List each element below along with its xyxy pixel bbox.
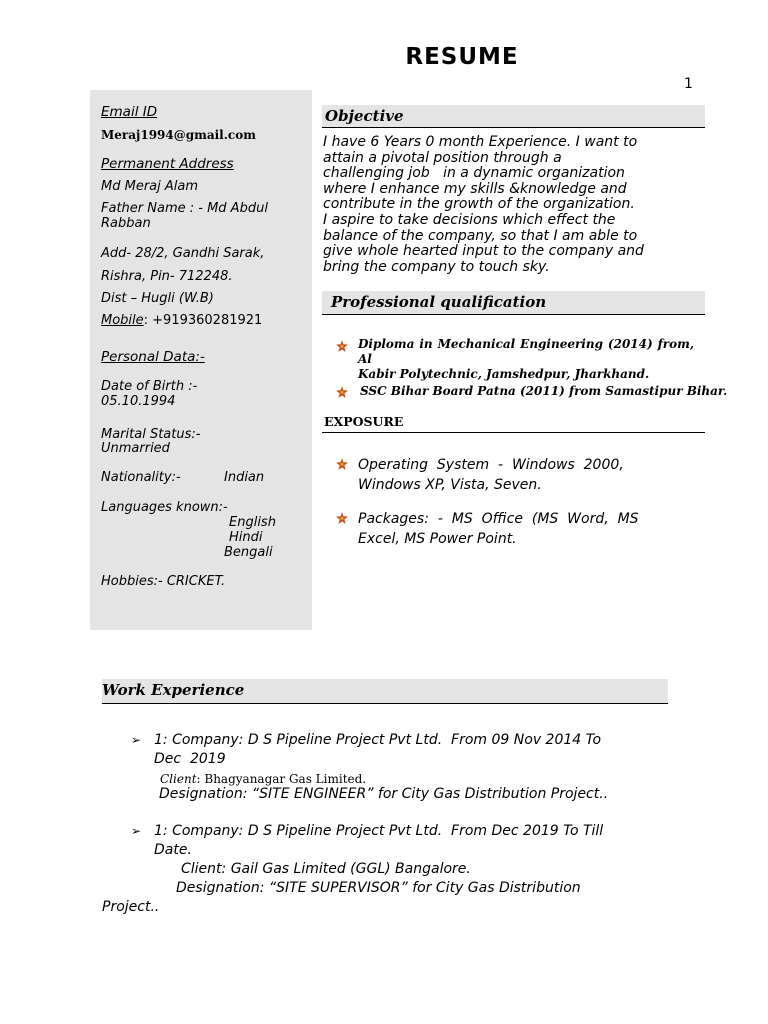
- dob-value: 05.10.1994: [101, 394, 176, 409]
- address-line2: Rishra, Pin- 712248.: [101, 269, 233, 284]
- objective-line: balance of the company, so that I am able to: [323, 227, 638, 244]
- job-designation: Designation: “SITE ENGINEER” for City Gas Distribution Project..: [159, 786, 609, 802]
- language-item: Bengali: [224, 545, 273, 560]
- exposure-line: Operating System - Windows 2000,: [358, 457, 624, 473]
- resume-title: [0, 44, 768, 70]
- objective-line: challenging job in a dynamic organization: [323, 165, 625, 182]
- job-designation-continued: Project..: [102, 899, 160, 915]
- job-company-line: 1: Company: D S Pipeline Project Pvt Ltd. From 09 Nov 2014 To: [154, 732, 602, 748]
- job-company-line: Dec 2019: [154, 751, 226, 767]
- exposure-heading: EXPOSURE: [324, 414, 404, 429]
- objective-line: give whole hearted input to the company and: [323, 243, 644, 260]
- nationality-label: Nationality:-: [101, 470, 181, 485]
- job-client: [160, 772, 366, 786]
- star-bullet-icon: [336, 458, 348, 470]
- district: Dist – Hugli (W.B): [101, 291, 214, 306]
- qualification-line: Diploma in Mechanical Engineering (2014) from, Al: [358, 337, 694, 366]
- mobile-label: Mobile: [101, 313, 144, 328]
- address-heading: Permanent Address: [101, 156, 234, 172]
- star-bullet-icon: [336, 340, 348, 352]
- qualification-item: SSC Bihar Board Patna (2011) from Samastipur Bihar.: [360, 384, 728, 398]
- exposure-line: Windows XP, Vista, Seven.: [358, 477, 542, 493]
- email-value: Meraj1994@gmail.com: [101, 128, 256, 142]
- mobile-row: [101, 313, 262, 328]
- qualification-item: [358, 337, 694, 382]
- job-client: Client: Gail Gas Limited (GGL) Bangalore.: [181, 861, 471, 877]
- exposure-item: [358, 455, 670, 495]
- qualification-heading-bar: [322, 291, 705, 315]
- job-entry: [154, 731, 694, 769]
- full-name: Md Meraj Alam: [101, 179, 199, 194]
- work-heading-bar: [102, 679, 668, 704]
- dob-label: Date of Birth :-: [101, 379, 198, 394]
- qualification-heading: Professional qualification: [331, 293, 547, 311]
- qualification-line: Kabir Polytechnic, Jamshedpur, Jharkhand.: [358, 367, 650, 381]
- exposure-item: [358, 509, 673, 549]
- father-name-line2: Rabban: [101, 216, 151, 231]
- marital-value: Unmarried: [101, 441, 170, 456]
- work-heading: Work Experience: [102, 681, 245, 699]
- language-item: English: [229, 515, 276, 530]
- arrow-bullet-icon: ➢: [131, 733, 142, 747]
- exposure-line: Packages: - MS Office (MS Word, MS: [358, 511, 639, 527]
- star-bullet-icon: [336, 386, 348, 398]
- objective-heading-bar: [322, 105, 705, 128]
- job-entry: [154, 822, 694, 860]
- objective-line: where I enhance my skills &knowledge and: [323, 180, 627, 197]
- objective-line: contribute in the growth of the organization.: [323, 196, 635, 213]
- objective-line: I aspire to take decisions which effect the: [323, 211, 616, 228]
- father-name-line1: Father Name : - Md Abdul: [101, 201, 268, 216]
- languages-label: Languages known:-: [101, 500, 228, 515]
- language-item: Hindi: [229, 530, 263, 545]
- objective-line: attain a pivotal position through a: [323, 149, 562, 166]
- job-designation: Designation: “SITE SUPERVISOR” for City Gas Distribution: [176, 880, 581, 896]
- arrow-bullet-icon: ➢: [131, 824, 142, 838]
- exposure-line: Excel, MS Power Point.: [358, 531, 517, 547]
- star-bullet-icon: [336, 512, 348, 524]
- job-company-line: 1: Company: D S Pipeline Project Pvt Ltd. From Dec 2019 To Till: [154, 823, 604, 839]
- objective-line: bring the company to touch sky.: [323, 258, 550, 275]
- client-value: : Bhagyanagar Gas Limited.: [196, 772, 367, 786]
- objective-line: I have 6 Years 0 month Experience. I want to: [323, 134, 638, 150]
- address-line1: Add- 28/2, Gandhi Sarak,: [101, 246, 265, 261]
- title-text: RESUME: [405, 44, 519, 70]
- client-label: Client: [160, 772, 197, 786]
- objective-text: [323, 135, 708, 275]
- marital-label: Marital Status:-: [101, 427, 201, 442]
- personal-data-heading: Personal Data:-: [101, 349, 205, 365]
- page-number: 1: [684, 76, 693, 92]
- nationality-value: Indian: [224, 470, 265, 485]
- job-company-line: Date.: [154, 842, 192, 858]
- email-heading: Email ID: [101, 104, 158, 120]
- exposure-heading-bar: [322, 412, 705, 433]
- objective-heading: Objective: [325, 107, 404, 125]
- hobbies: Hobbies:- CRICKET.: [101, 574, 226, 589]
- mobile-value: : +919360281921: [143, 313, 263, 328]
